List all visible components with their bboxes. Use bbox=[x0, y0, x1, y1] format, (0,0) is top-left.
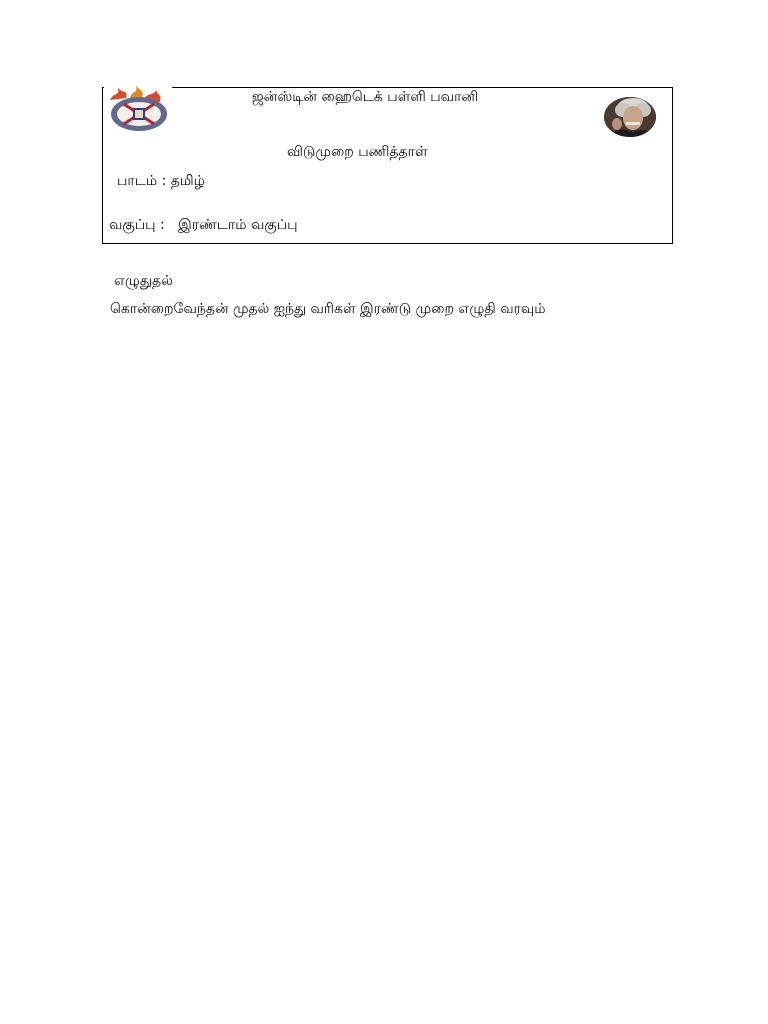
subject-label: பாடம் : bbox=[117, 173, 167, 189]
instruction-text: கொன்றைவேந்தன் முதல் ஐந்து வரிகள் இரண்டு முறை எழுதி வரவும் bbox=[110, 301, 546, 317]
class-line bbox=[109, 216, 298, 234]
school-logo bbox=[104, 84, 172, 136]
subject-line bbox=[117, 172, 205, 190]
portrait-photo bbox=[603, 96, 657, 138]
subject-value: தமிழ் bbox=[170, 173, 205, 189]
class-value: இரண்டாம் வகுப்பு bbox=[178, 217, 298, 233]
worksheet-title: விடுமுறை பணித்தாள் bbox=[287, 144, 428, 160]
class-label: வகுப்பு : bbox=[109, 217, 165, 233]
section-heading: எழுதுதல் bbox=[114, 273, 173, 289]
school-name: ஜன்ஸ்டின் ஹைடெக் பள்ளி பவானி bbox=[252, 89, 479, 105]
